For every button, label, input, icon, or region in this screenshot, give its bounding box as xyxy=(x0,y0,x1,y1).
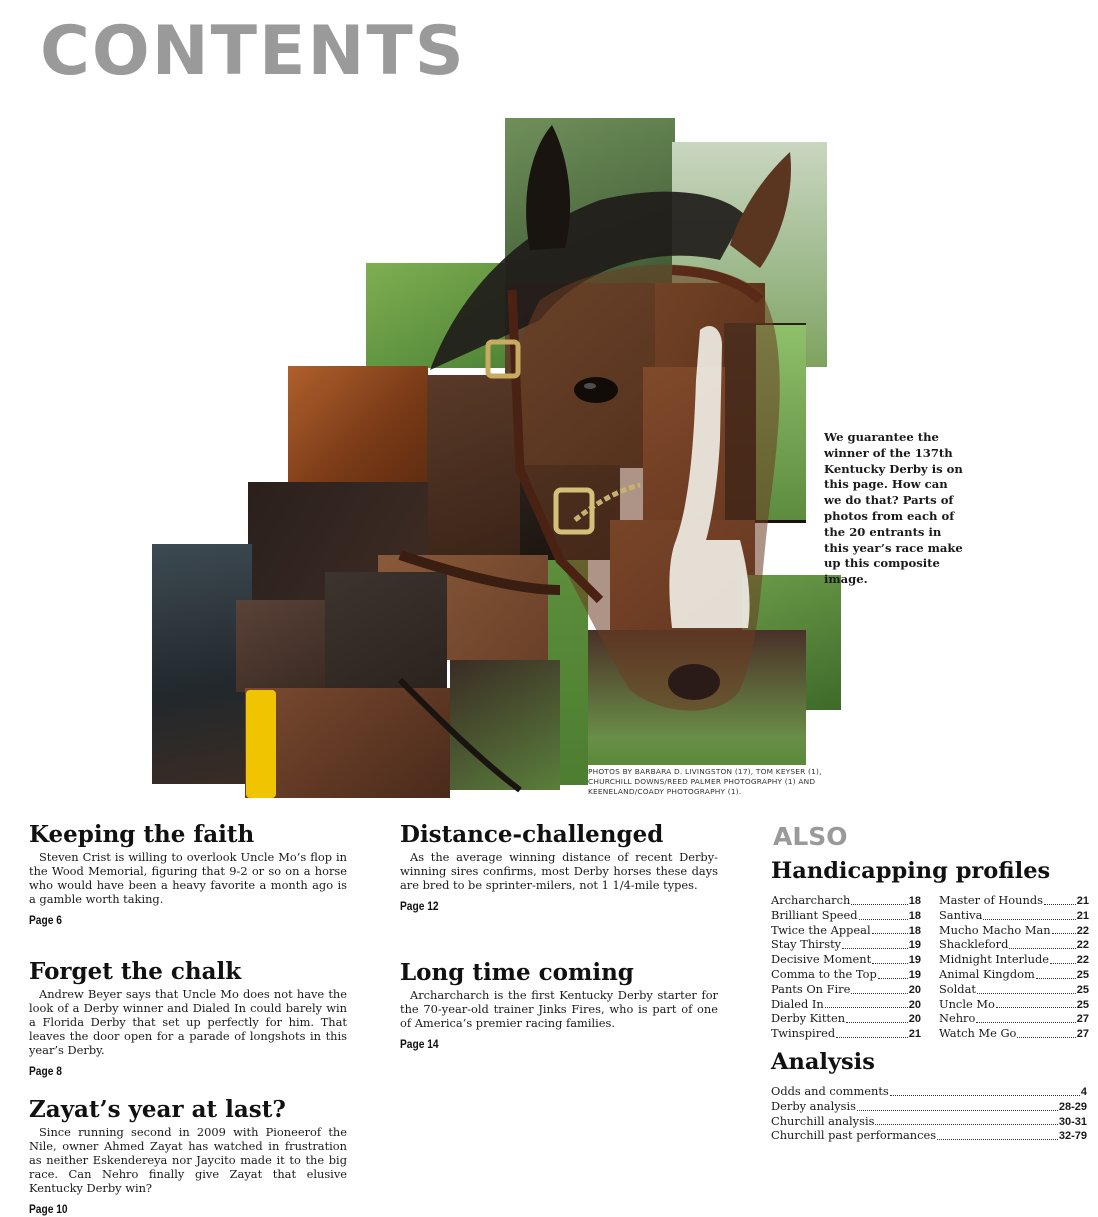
profile-entry[interactable]: Uncle Mo 25 xyxy=(939,996,1089,1011)
profile-entry[interactable]: Soldat 25 xyxy=(939,981,1089,996)
profile-entry[interactable]: Watch Me Go 27 xyxy=(939,1026,1089,1041)
reins-shape xyxy=(400,680,520,790)
face-shape xyxy=(514,265,779,711)
story-summary: As the average winning distance of recent Derby-winning sires confirms, most Derby horses these days are bred to be sprinter-milers, not 1 1/4-mile types. xyxy=(400,850,718,892)
saddle-cloth-strip xyxy=(246,690,276,798)
analysis-heading: Analysis xyxy=(771,1049,875,1075)
profiles-column-left xyxy=(771,894,921,1042)
story-summary: Archarcharch is the first Kentucky Derby starter for the 70-year-old trainer Jinks Fires, who is part of one of America’s premier racing families. xyxy=(400,988,718,1030)
photo-credit: PHOTOS BY BARBARA D. LIVINGSTON (17), TOM KEYSER (1), CHURCHILL DOWNS/REED PALMER PHOTOGRAPHY (1) AND KEENELAND/COADY PHOTOGRAPHY (1). xyxy=(588,767,822,796)
analysis-entry[interactable]: Odds and comments 4 xyxy=(771,1084,1087,1098)
also-label: ALSO xyxy=(773,822,848,851)
story-forget-the-chalk[interactable] xyxy=(29,958,347,1079)
analysis-entry[interactable]: Churchill analysis 30-31 xyxy=(771,1113,1087,1128)
story-distance-challenged[interactable] xyxy=(400,821,718,914)
profile-entry[interactable]: Archarcharch 18 xyxy=(771,893,921,907)
story-title[interactable]: Long time coming xyxy=(400,959,634,986)
profile-entry[interactable]: Dialed In 20 xyxy=(771,996,921,1011)
profile-entry[interactable]: Mucho Macho Man 22 xyxy=(939,922,1089,937)
story-summary: Andrew Beyer says that Uncle Mo does not have the look of a Derby winner and Dialed In could barely win a Florida Derby that set up perfectly for him. That leaves the door open for a parade of longshots in this year’s Derby. xyxy=(29,987,347,1057)
profile-entry[interactable]: Santiva 21 xyxy=(939,907,1089,922)
story-title[interactable]: Zayat’s year at last? xyxy=(29,1096,286,1123)
story-page-ref[interactable]: Page 14 xyxy=(400,1037,439,1051)
profile-entry[interactable]: Master of Hounds 21 xyxy=(939,893,1089,907)
story-long-time-coming[interactable] xyxy=(400,959,718,1052)
profile-entry[interactable]: Comma to the Top 19 xyxy=(771,966,921,981)
story-summary: Since running second in 2009 with Pioneerof the Nile, owner Ahmed Zayat has watched in frustration as neither Eskendereya nor Jaycito made it to the big race. Can Nehro finally give Zayat that elusive Kentucky Derby win? xyxy=(29,1125,347,1195)
story-page-ref[interactable]: Page 12 xyxy=(400,899,439,913)
profile-entry[interactable]: Nehro 27 xyxy=(939,1011,1089,1026)
story-page-ref[interactable]: Page 10 xyxy=(29,1202,68,1216)
analysis-entry[interactable]: Churchill past performances 32-79 xyxy=(771,1128,1087,1143)
story-page-ref[interactable]: Page 6 xyxy=(29,913,62,927)
story-page-ref[interactable]: Page 8 xyxy=(29,1064,62,1078)
profile-entry[interactable]: Stay Thirsty 19 xyxy=(771,937,921,952)
profile-entry[interactable]: Pants On Fire 20 xyxy=(771,981,921,996)
story-title[interactable]: Forget the chalk xyxy=(29,958,242,985)
noseband-strap xyxy=(400,555,560,590)
story-title[interactable]: Distance-challenged xyxy=(400,821,664,848)
profiles-heading: Handicapping profiles xyxy=(771,858,1051,884)
nostril-shape xyxy=(668,664,720,700)
eye-shape xyxy=(574,377,618,403)
profile-entry[interactable]: Brilliant Speed 18 xyxy=(771,907,921,922)
profile-entry[interactable]: Twinspired 21 xyxy=(771,1026,921,1041)
story-keeping-the-faith[interactable] xyxy=(29,821,347,928)
analysis-entry[interactable]: Derby analysis 28-29 xyxy=(771,1098,1087,1113)
page-title: CONTENTS xyxy=(40,12,466,91)
profiles-column-right xyxy=(939,894,1089,1042)
profile-entry[interactable]: Shackleford 22 xyxy=(939,937,1089,952)
profile-entry[interactable]: Twice the Appeal 18 xyxy=(771,922,921,937)
profile-entry[interactable]: Derby Kitten 20 xyxy=(771,1011,921,1026)
collage-caption: We guarantee the winner of the 137th Kentucky Derby is on this page. How can we do that? Parts of photos from each of the 20 entrants in this year’s race make up this composite image. xyxy=(824,430,963,587)
profile-entry[interactable]: Midnight Interlude 22 xyxy=(939,952,1089,967)
story-title[interactable]: Keeping the faith xyxy=(29,821,255,848)
story-zayats-year[interactable] xyxy=(29,1096,347,1217)
profile-entry[interactable]: Decisive Moment 19 xyxy=(771,952,921,967)
profile-entry[interactable]: Animal Kingdom 25 xyxy=(939,966,1089,981)
analysis-index xyxy=(771,1085,1087,1144)
left-ear-shape xyxy=(526,125,570,250)
story-summary: Steven Crist is willing to overlook Uncle Mo’s flop in the Wood Memorial, figuring that 9-2 or so on a horse who would have been a heavy favorite a month ago is a gamble worth taking. xyxy=(29,850,347,906)
